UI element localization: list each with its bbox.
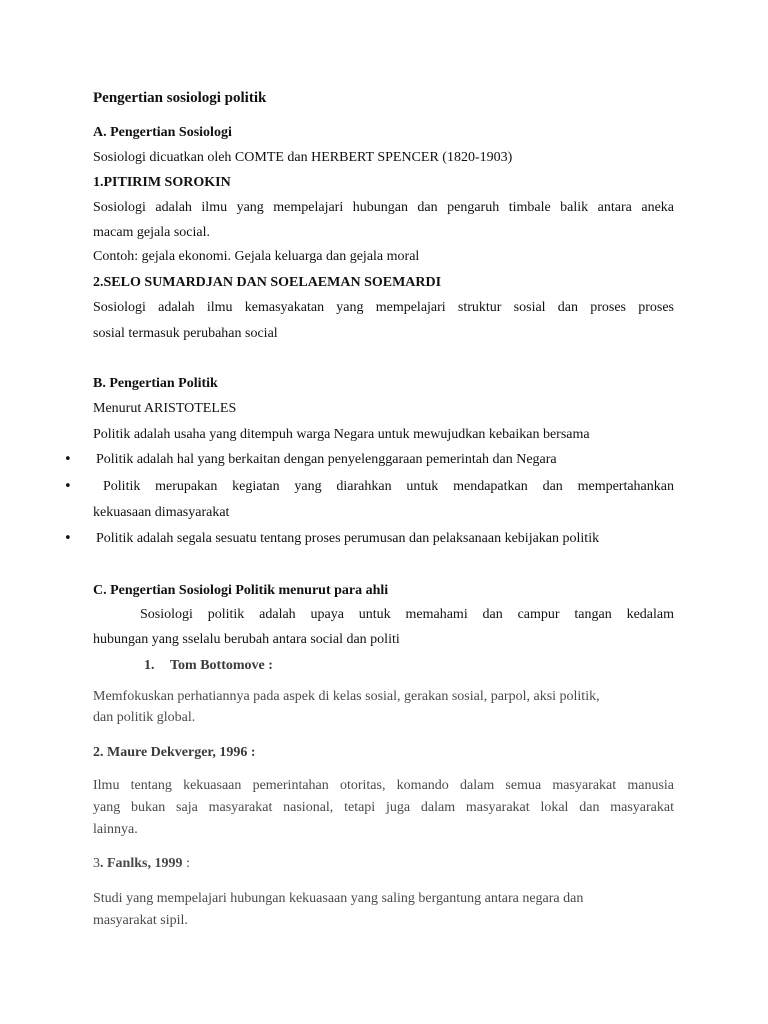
politik-bullet-1: Politik adalah hal yang berkaitan dengan penyelenggaraan pemerintah dan Negara xyxy=(96,452,557,467)
aristoteles-intro: Menurut ARISTOTELES xyxy=(93,401,237,416)
expert-2-text-line3: lainnya. xyxy=(93,822,138,837)
expert-3-number: 3 xyxy=(93,856,100,871)
expert-2-text-line1: Ilmu tentang kekuasaan pemerintahan otoritas, komando dalam semua masyarakat manusia xyxy=(93,778,674,793)
expert-1-text-line1: Memfokuskan perhatiannya pada aspek di kelas sosial, gerakan sosial, parpol, aksi politik, xyxy=(93,689,600,704)
expert-3-colon: : xyxy=(182,856,190,871)
expert-1-name: Tom Bottomove : xyxy=(170,658,273,673)
expert-2-name: 2. Maure Dekverger, 1996 : xyxy=(93,745,256,760)
bullet-icon: • xyxy=(64,479,72,494)
politik-definition: Politik adalah usaha yang ditempuh warga Negara untuk mewujudkan kebaikan bersama xyxy=(93,427,590,442)
sorokin-example: Contoh: gejala ekonomi. Gejala keluarga dan gejala moral xyxy=(93,249,420,264)
bullet-icon: • xyxy=(64,531,72,546)
politik-bullet-2-line2: kekuasaan dimasyarakat xyxy=(93,505,230,520)
section-a-heading: A. Pengertian Sosiologi xyxy=(93,125,232,140)
expert-2-text-line2: yang bukan saja masyarakat nasional, tetapi juga dalam masyarakat lokal dan masyarakat xyxy=(93,800,674,815)
expert-1-number: 1. xyxy=(144,658,155,673)
expert-3-name: . Fanlks, 1999 xyxy=(100,856,183,871)
selo-soemardi-heading: 2.SELO SUMARDJAN DAN SOELAEMAN SOEMARDI xyxy=(93,275,442,290)
expert-3-text-line1: Studi yang mempelajari hubungan kekuasaan yang saling bergantung antara negara dan xyxy=(93,891,584,906)
selo-soemardi-definition-line2: sosial termasuk perubahan social xyxy=(93,326,278,341)
bullet-icon: • xyxy=(64,452,72,467)
politik-bullet-2-line1: Politik merupakan kegiatan yang diarahkan untuk mendapatkan dan mempertahankan xyxy=(103,479,674,494)
section-c-intro-line1: Sosiologi politik adalah upaya untuk memahami dan campur tangan kedalam xyxy=(140,607,674,622)
document-title: Pengertian sosiologi politik xyxy=(93,90,267,106)
section-c-heading: C. Pengertian Sosiologi Politik menurut para ahli xyxy=(93,583,389,598)
expert-3-text-line2: masyarakat sipil. xyxy=(93,913,188,928)
section-a-intro: Sosiologi dicuatkan oleh COMTE dan HERBERT SPENCER (1820-1903) xyxy=(93,150,513,165)
sorokin-definition-line2: macam gejala social. xyxy=(93,225,210,240)
section-b-heading: B. Pengertian Politik xyxy=(93,376,218,391)
expert-3-heading xyxy=(93,855,190,873)
sorokin-definition-line1: Sosiologi adalah ilmu yang mempelajari hubungan dan pengaruh timbale balik antara aneka xyxy=(93,200,674,215)
selo-soemardi-definition-line1: Sosiologi adalah ilmu kemasyakatan yang mempelajari struktur sosial dan proses proses xyxy=(93,300,674,315)
politik-bullet-3: Politik adalah segala sesuatu tentang proses perumusan dan pelaksanaan kebijakan politik xyxy=(96,531,600,546)
section-c-intro-line2: hubungan yang sselalu berubah antara social dan politi xyxy=(93,632,400,647)
sorokin-heading: 1.PITIRIM SOROKIN xyxy=(93,175,231,190)
expert-1-text-line2: dan politik global. xyxy=(93,710,196,725)
